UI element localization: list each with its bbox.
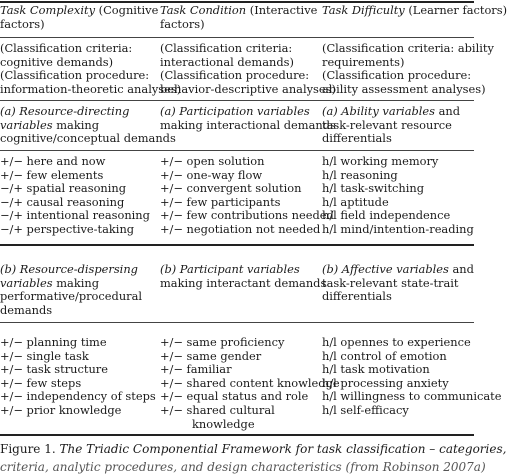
list-item: +/− independency of steps <box>0 389 156 404</box>
list-item: h/l reasoning <box>322 167 398 182</box>
criteria-line: (Classification criteria: <box>160 41 293 55</box>
list-item: h/l field independence <box>322 208 451 223</box>
header-rest: (Cognitive <box>95 3 159 17</box>
header-italic: Task Condition <box>160 3 247 17</box>
criteria-line: (Classification procedure: <box>160 68 310 83</box>
list-item: +/− here and now <box>0 154 106 168</box>
list-item: −/+ spatial reasoning <box>0 181 127 196</box>
variable-head: (a) Participation variables <box>160 104 310 118</box>
caption-prefix: Figure 1. <box>0 442 60 456</box>
list-item: +/− same gender <box>160 348 262 363</box>
caption-cut-text: criteria, analytic procedures, and design characteristics (from Robinson 2007a) <box>0 460 486 474</box>
header-rest: (Learner factors) <box>404 3 507 17</box>
list-item: +/− one-way flow <box>160 167 263 182</box>
list-item: +/− open solution <box>160 154 265 168</box>
section-a-head-rule <box>0 150 474 151</box>
section-a-list-difficulty <box>322 155 474 237</box>
variable-head-desc: making interactional demands <box>160 117 336 132</box>
list-item: h/l control of emotion <box>322 348 447 363</box>
header-task-complexity <box>0 4 158 31</box>
variable-head-desc: demands <box>0 302 53 317</box>
header-rest: (Interactive <box>246 3 318 17</box>
variable-head-desc: task-relevant state-trait <box>322 275 459 290</box>
criteria-cell-complexity <box>0 41 182 96</box>
criteria-line: requirements) <box>322 54 405 69</box>
criteria-line: (Classification criteria: <box>0 41 133 55</box>
header-task-condition <box>160 4 318 31</box>
section-b-list-difficulty <box>322 335 502 418</box>
variable-head-cont: variables <box>0 117 53 132</box>
section-b-head-rule <box>0 322 474 323</box>
section-a-list-condition <box>160 154 334 237</box>
list-item: +/− shared cultural <box>160 402 275 417</box>
section-b-head-difficulty <box>322 263 474 304</box>
criteria-line: ability assessment analyses) <box>322 81 486 96</box>
section-a-end-rule <box>0 244 474 246</box>
criteria-line: cognitive demands) <box>0 54 114 69</box>
list-item: h/l task motivation <box>322 362 430 377</box>
list-item: +/− few participants <box>160 194 281 209</box>
table-bottom-rule <box>0 434 474 436</box>
variable-head: (b) Participant variables <box>160 262 300 276</box>
criteria-line: (Classification criteria: ability <box>322 41 494 55</box>
variable-head-rest: making <box>52 275 100 290</box>
list-item-continuation: knowledge <box>192 416 255 431</box>
criteria-line: (Classification procedure: <box>322 68 472 83</box>
list-item: h/l mind/intention-reading <box>322 221 474 236</box>
caption-text: The Triadic Componential Framework for task classification – categories, <box>59 442 507 456</box>
list-item: h/l working memory <box>322 154 439 168</box>
list-item: −/+ perspective-taking <box>0 221 135 236</box>
list-item: h/l opennes to experience <box>322 335 471 349</box>
variable-head-desc: task-relevant resource <box>322 117 452 132</box>
figure-caption <box>0 442 507 457</box>
section-a-head-complexity <box>0 104 176 146</box>
variable-head-rest: and <box>435 104 461 118</box>
list-item: +/− task structure <box>0 362 108 377</box>
list-item: +/− familiar <box>160 362 232 377</box>
header-rule <box>0 37 474 38</box>
list-item: +/− negotiation not needed <box>160 221 321 236</box>
header-task-difficulty <box>322 3 507 18</box>
header-italic: Task Difficulty <box>322 3 405 17</box>
list-item: +/− equal status and role <box>160 389 309 404</box>
list-item: +/− single task <box>0 348 89 363</box>
criteria-cell-condition <box>160 41 336 96</box>
list-item: h/l processing anxiety <box>322 375 449 390</box>
list-item: +/− few steps <box>0 375 82 390</box>
header-italic: Task Complexity <box>0 3 96 17</box>
variable-head: (a) Resource-directing <box>0 104 130 118</box>
section-b-head-condition <box>160 262 327 290</box>
variable-head-rest: and <box>448 262 474 276</box>
list-item: +/− few contributions needed <box>160 208 334 223</box>
list-item: h/l self-efficacy <box>322 402 409 417</box>
list-item: +/− planning time <box>0 335 107 349</box>
variable-head-rest: making <box>52 117 100 132</box>
header-line2: factors) <box>0 16 45 31</box>
variable-head-desc: making interactant demands <box>160 275 327 290</box>
variable-head-desc: cognitive/conceptual demands <box>0 131 176 146</box>
variable-head: (b) Affective variables <box>322 262 449 276</box>
list-item: −/+ causal reasoning <box>0 194 125 209</box>
variable-head-cont: variables <box>0 275 53 290</box>
variable-head-desc: performative/procedural <box>0 289 143 304</box>
figure-caption-cut-line <box>0 460 486 474</box>
list-item: h/l task-switching <box>322 181 425 196</box>
section-a-head-condition <box>160 104 336 132</box>
list-item: −/+ intentional reasoning <box>0 208 150 223</box>
list-item: +/− prior knowledge <box>0 402 122 417</box>
variable-head: (a) Ability variables <box>322 104 436 118</box>
section-a-head-difficulty <box>322 105 474 146</box>
section-a-list-complexity <box>0 155 158 237</box>
section-b-list-condition <box>160 335 340 431</box>
list-item: h/l willingness to communicate <box>322 389 502 404</box>
list-item: +/− convergent solution <box>160 181 302 196</box>
criteria-cell-difficulty <box>322 41 494 96</box>
criteria-line: (Classification procedure: <box>0 68 150 83</box>
variable-head-desc: differentials <box>322 131 392 146</box>
section-b-list-complexity <box>0 336 158 418</box>
section-b-head-complexity <box>0 263 158 317</box>
header-line2: factors) <box>160 16 205 31</box>
criteria-line: information-theoretic analyses) <box>0 81 182 96</box>
variable-head-desc: differentials <box>322 289 392 304</box>
criteria-rule <box>0 100 474 101</box>
list-item: +/− shared content knowledge <box>160 375 340 390</box>
list-item: +/− few elements <box>0 167 104 182</box>
list-item: h/l aptitude <box>322 194 389 209</box>
list-item: +/− same proficiency <box>160 335 285 349</box>
criteria-line: interactional demands) <box>160 54 294 69</box>
variable-head: (b) Resource-dispersing <box>0 262 138 276</box>
criteria-line: behavior-descriptive analyses) <box>160 81 336 96</box>
